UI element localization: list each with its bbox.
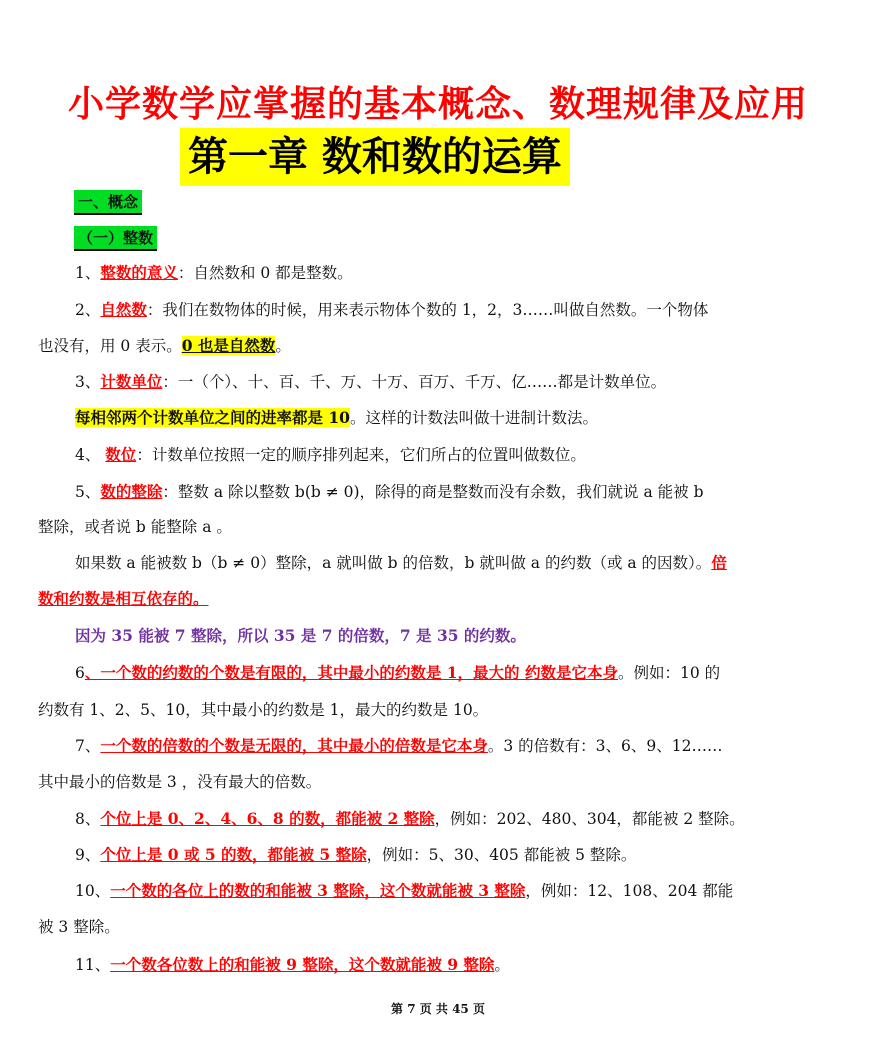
paragraph-5b: 如果数 a 能被数 b（b ≠ 0）整除，a 就叫做 b 的倍数，b 就叫做 a 的约数（或 a 的因数）。倍 (75, 553, 727, 572)
term-divisibility: 数的整除 (100, 482, 163, 501)
highlight-decimal-rate: 每相邻两个计数单位之间的进率都是 10 (75, 408, 350, 427)
paragraph-6: 6、一个数的约数的个数是有限的，其中最小的约数是 1，最大的 约数是它本身。例如：10 的 (75, 663, 721, 682)
paragraph-5b-cont (38, 587, 209, 611)
paragraph-7-cont: 其中最小的倍数是 3 ，没有最大的倍数。 (38, 773, 322, 791)
paragraph-11: 11、一个数各位数上的和能被 9 整除，这个数就能被 9 整除。 (75, 955, 510, 974)
paragraph-6-cont: 约数有 1、2、5、10，其中最小的约数是 1，最大的约数是 10。 (38, 701, 489, 719)
paragraph-7: 7、一个数的倍数的个数是无限的，其中最小的倍数是它本身。3 的倍数有：3、6、9、12…… (75, 736, 723, 755)
term-digit-place: 数位 (105, 445, 137, 464)
term-natural-number: 自然数 (100, 300, 147, 319)
chapter-heading: 第一章 数和数的运算 (180, 128, 570, 186)
document-title: 小学数学应掌握的基本概念、数理规律及应用 (67, 84, 808, 125)
paragraph-5: 5、数的整除：整数 a 除以整数 b(b ≠ 0)，除得的商是整数而没有余数，我们就说 a 能被 b (75, 482, 704, 501)
paragraph-2-cont: 也没有，用 0 表示。0 也是自然数。 (38, 336, 291, 355)
highlight-zero-natural: 0 也是自然数 (181, 336, 276, 355)
paragraph-2: 2、自然数：我们在数物体的时候，用来表示物体个数的 1，2，3……叫做自然数。一个物体 (75, 300, 709, 319)
paragraph-10: 10、一个数的各位上的数的和能被 3 整除，这个数就能被 3 整除，例如：12、108、204 都能 (75, 881, 734, 900)
section-heading: 一、概念 (74, 190, 142, 215)
paragraph-8: 8、个位上是 0、2、4、6、8 的数，都能被 2 整除，例如：202、480、304，都能被 2 整除。 (75, 809, 745, 828)
example-35: 因为 35 能被 7 整除，所以 35 是 7 的倍数，7 是 35 的约数。 (75, 626, 526, 645)
page-footer: 第 7 页 共 45 页 (391, 1002, 485, 1016)
paragraph-3-cont: 每相邻两个计数单位之间的进率都是 10。这样的计数法叫做十进制计数法。 (75, 408, 598, 427)
paragraph-3: 3、计数单位：一（个）、十、百、千、万、十万、百万、千万、亿……都是计数单位。 (75, 372, 667, 391)
highlight-interdependent: 数和约数是相互依存的。 (38, 589, 209, 608)
subsection-heading: （一）整数 (74, 226, 157, 251)
paragraph-10-cont: 被 3 整除。 (38, 918, 120, 936)
term-counting-unit: 计数单位 (100, 372, 163, 391)
paragraph-4: 4、 数位：计数单位按照一定的顺序排列起来，它们所占的位置叫做数位。 (75, 445, 586, 464)
paragraph-1: 1、整数的意义：自然数和 0 都是整数。 (75, 263, 353, 282)
paragraph-5-cont: 整除，或者说 b 能整除 a 。 (38, 518, 232, 536)
paragraph-9: 9、个位上是 0 或 5 的数，都能被 5 整除，例如：5、30、405 都能被 5 整除。 (75, 845, 637, 864)
term-integer-meaning: 整数的意义 (100, 263, 178, 282)
